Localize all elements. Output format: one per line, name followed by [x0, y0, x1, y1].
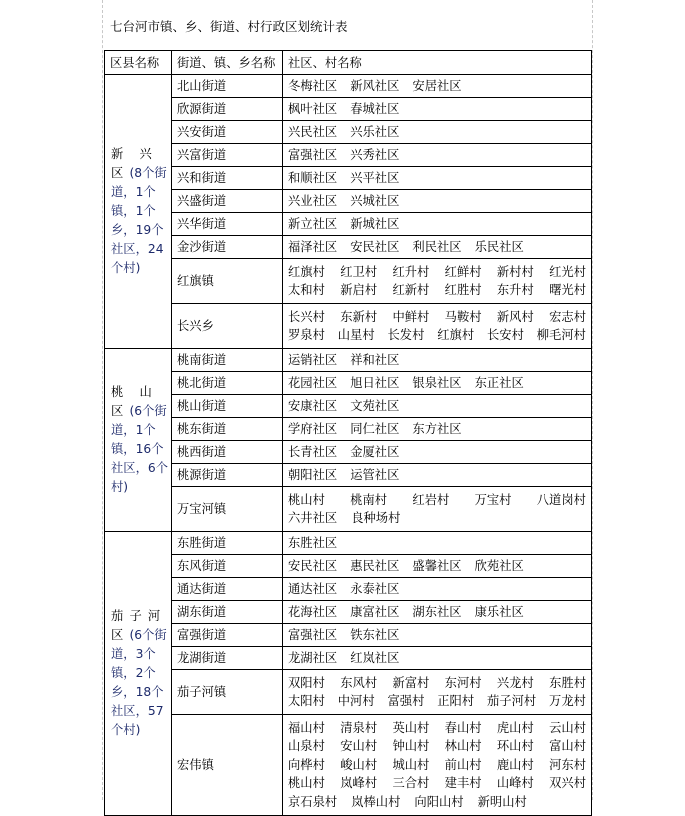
subdistrict-name: 龙湖街道 — [172, 647, 283, 670]
community-name: 兴乐社区 — [350, 125, 400, 139]
community-name: 山星村 — [337, 328, 375, 342]
community-name: 六井社区 — [288, 511, 338, 525]
community-name: 太阳村 — [288, 694, 325, 708]
community-name: 富强村 — [387, 694, 425, 708]
community-name: 春山村 — [444, 720, 482, 735]
community-name: 长安村 — [487, 328, 524, 342]
community-name: 桃山村 — [288, 492, 325, 507]
community-name: 新富村 — [392, 675, 430, 690]
community-name: 花园社区 — [288, 376, 338, 390]
community-cell — [283, 144, 592, 167]
community-name: 兴业社区 — [288, 194, 338, 208]
community-name: 文苑社区 — [350, 399, 400, 413]
community-name: 曙光村 — [549, 283, 586, 297]
table-row — [105, 395, 592, 418]
community-name: 福山村 — [288, 720, 325, 735]
community-name: 东正社区 — [474, 376, 524, 390]
district-name: 新 兴 区 — [111, 147, 158, 180]
community-name: 东风村 — [340, 675, 378, 690]
district-cell — [105, 532, 172, 816]
community-name: 兴民社区 — [288, 125, 338, 139]
community-name: 建丰村 — [444, 776, 482, 790]
community-line — [288, 509, 586, 528]
district-name: 茄子河区 — [111, 608, 167, 642]
community-line — [288, 601, 586, 623]
community-line — [288, 532, 586, 554]
community-name: 安居社区 — [412, 79, 462, 93]
table-row — [105, 670, 592, 715]
community-name: 东胜村 — [549, 675, 586, 690]
community-name: 长青社区 — [288, 445, 338, 459]
table-row — [105, 532, 592, 555]
community-name: 冬梅社区 — [288, 79, 338, 93]
table-row — [105, 441, 592, 464]
community-name: 宏志村 — [549, 309, 586, 324]
subdistrict-name: 兴盛街道 — [172, 190, 283, 213]
community-line — [288, 692, 586, 711]
community-name: 新启村 — [340, 283, 378, 297]
community-name: 红旗村 — [288, 264, 325, 279]
subdistrict-name: 红旗镇 — [172, 259, 283, 304]
table-row — [105, 75, 592, 98]
community-name: 双兴村 — [549, 776, 586, 790]
table-row — [105, 167, 592, 190]
community-name: 富山村 — [549, 739, 586, 753]
community-cell — [283, 304, 592, 349]
district-cell — [105, 349, 172, 532]
community-name: 春城社区 — [350, 102, 400, 116]
district-name: 桃 山 区 — [111, 385, 158, 418]
community-name: 通达社区 — [288, 582, 338, 596]
community-line — [288, 190, 586, 212]
community-line — [288, 98, 586, 120]
community-name: 中鲜村 — [392, 309, 430, 324]
community-line — [288, 418, 586, 440]
community-cell — [283, 190, 592, 213]
community-name: 龙湖社区 — [288, 651, 338, 665]
subdistrict-name: 欣源街道 — [172, 98, 283, 121]
community-name: 湖东社区 — [412, 605, 462, 619]
community-name: 正阳村 — [437, 694, 475, 708]
subdistrict-name: 万宝河镇 — [172, 487, 283, 532]
community-name: 安民社区 — [350, 240, 400, 254]
community-name: 乐民社区 — [474, 240, 524, 254]
table-row — [105, 624, 592, 647]
community-line — [288, 213, 586, 235]
community-name: 利民社区 — [412, 240, 462, 254]
table-row — [105, 555, 592, 578]
table-row — [105, 121, 592, 144]
community-line — [288, 719, 586, 738]
community-name: 学府社区 — [288, 422, 338, 436]
header-subdistrict: 街道、镇、乡名称 — [172, 51, 283, 75]
community-name: 桃山村 — [288, 776, 325, 790]
community-name: 红新村 — [392, 283, 430, 297]
community-cell — [283, 75, 592, 98]
community-line — [288, 624, 586, 646]
community-name: 兴城社区 — [350, 194, 400, 208]
district-summary: (6个街道，3个镇，2个乡，18个社区，57个村) — [111, 627, 167, 737]
community-name: 山泉村 — [288, 739, 325, 753]
community-cell — [283, 418, 592, 441]
community-name: 和顺社区 — [288, 171, 338, 185]
community-name: 东升村 — [496, 283, 534, 297]
community-name: 新风社区 — [350, 79, 400, 93]
community-name: 清泉村 — [340, 720, 378, 735]
community-cell — [283, 647, 592, 670]
community-line — [288, 167, 586, 189]
community-line — [288, 372, 586, 394]
subdistrict-name: 兴安街道 — [172, 121, 283, 144]
community-name: 红岩村 — [412, 492, 450, 507]
community-cell — [283, 349, 592, 372]
community-cell — [283, 624, 592, 647]
community-name: 安民社区 — [288, 559, 338, 573]
community-line — [288, 326, 586, 345]
community-name: 八道岗村 — [536, 492, 586, 507]
community-name: 京石泉村 — [288, 794, 338, 809]
community-cell — [283, 441, 592, 464]
table-row — [105, 349, 592, 372]
community-name: 花海社区 — [288, 605, 338, 619]
subdistrict-name: 桃南街道 — [172, 349, 283, 372]
community-name: 铁东社区 — [350, 628, 400, 642]
community-cell — [283, 578, 592, 601]
community-name: 环山村 — [496, 739, 534, 753]
community-cell — [283, 98, 592, 121]
community-line — [288, 395, 586, 417]
community-name: 三合村 — [392, 776, 430, 790]
subdistrict-name: 兴和街道 — [172, 167, 283, 190]
subdistrict-name: 桃源街道 — [172, 464, 283, 487]
community-line — [288, 464, 586, 486]
community-name: 前山村 — [444, 757, 482, 772]
community-name: 新风村 — [496, 309, 534, 324]
table-row — [105, 487, 592, 532]
community-cell — [283, 236, 592, 259]
community-name: 万龙村 — [549, 694, 586, 708]
subdistrict-name: 桃山街道 — [172, 395, 283, 418]
community-cell — [283, 259, 592, 304]
community-name: 新明山村 — [477, 794, 527, 809]
community-name: 永泰社区 — [350, 582, 400, 596]
community-name: 安山村 — [340, 739, 378, 753]
community-cell — [283, 395, 592, 418]
community-name: 红鲜村 — [444, 264, 482, 279]
table-row — [105, 601, 592, 624]
community-cell — [283, 167, 592, 190]
subdistrict-name: 兴华街道 — [172, 213, 283, 236]
district-cell — [105, 75, 172, 349]
community-name: 虎山村 — [496, 720, 534, 735]
community-line — [288, 737, 586, 756]
subdistrict-name: 兴富街道 — [172, 144, 283, 167]
table-row — [105, 98, 592, 121]
community-name: 盛馨社区 — [412, 559, 462, 573]
table-row — [105, 259, 592, 304]
table-row — [105, 372, 592, 395]
district-summary: (6个街道，1个镇，16个社区，6个村) — [111, 404, 169, 494]
community-cell — [283, 532, 592, 555]
community-name: 兴龙村 — [496, 675, 534, 690]
community-name: 兴平社区 — [350, 171, 400, 185]
community-line — [288, 555, 586, 577]
community-name: 祥和社区 — [350, 353, 400, 367]
community-name: 福泽社区 — [288, 240, 338, 254]
subdistrict-name: 湖东街道 — [172, 601, 283, 624]
community-name: 新城社区 — [350, 217, 400, 231]
community-name: 桃南村 — [350, 492, 388, 507]
community-line — [288, 236, 586, 258]
community-line — [288, 674, 586, 693]
subdistrict-name: 长兴乡 — [172, 304, 283, 349]
community-name: 红卫村 — [340, 264, 378, 279]
subdistrict-name: 宏伟镇 — [172, 715, 283, 816]
community-name: 向阳山村 — [414, 794, 464, 809]
community-line — [288, 756, 586, 775]
community-name: 茄子河村 — [487, 694, 537, 708]
community-line — [288, 144, 586, 166]
community-name: 山峰村 — [496, 776, 534, 790]
community-name: 岚峰村 — [340, 776, 378, 790]
header-community: 社区、村名称 — [283, 51, 592, 75]
community-line — [288, 121, 586, 143]
community-name: 欣苑社区 — [474, 559, 524, 573]
community-line — [288, 75, 586, 97]
community-name: 银泉社区 — [412, 376, 462, 390]
community-cell — [283, 555, 592, 578]
table-row — [105, 464, 592, 487]
community-name: 林山村 — [444, 739, 482, 753]
community-name: 新村村 — [496, 264, 534, 279]
subdistrict-name: 富强街道 — [172, 624, 283, 647]
community-line — [288, 578, 586, 600]
community-name: 长兴村 — [288, 309, 325, 324]
community-name: 红岚社区 — [350, 651, 400, 665]
community-name: 良种场村 — [351, 511, 401, 525]
community-name: 长发村 — [387, 328, 425, 342]
community-name: 柳毛河村 — [536, 328, 586, 342]
community-line — [288, 263, 586, 282]
subdistrict-name: 东胜街道 — [172, 532, 283, 555]
community-name: 东河村 — [444, 675, 482, 690]
community-name: 东方社区 — [412, 422, 462, 436]
community-line — [288, 491, 586, 510]
community-name: 河东村 — [549, 757, 586, 772]
table-header-row — [105, 51, 592, 75]
community-name: 同仁社区 — [350, 422, 400, 436]
subdistrict-name: 通达街道 — [172, 578, 283, 601]
community-name: 康富社区 — [350, 605, 400, 619]
community-name: 万宝村 — [474, 492, 512, 507]
community-name: 康乐社区 — [474, 605, 524, 619]
community-line — [288, 647, 586, 669]
community-line — [288, 281, 586, 300]
header-district: 区县名称 — [105, 51, 172, 75]
table-row — [105, 236, 592, 259]
community-name: 朝阳社区 — [288, 468, 338, 482]
community-name: 罗泉村 — [288, 328, 325, 342]
table-row — [105, 647, 592, 670]
community-line — [288, 441, 586, 463]
community-name: 城山村 — [392, 757, 430, 772]
document-page — [102, 0, 593, 809]
table-row — [105, 144, 592, 167]
community-name: 兴秀社区 — [350, 148, 400, 162]
community-name: 英山村 — [392, 720, 430, 735]
community-name: 枫叶社区 — [288, 102, 338, 116]
subdistrict-name: 桃西街道 — [172, 441, 283, 464]
community-name: 岚棒山村 — [351, 794, 401, 809]
community-line — [288, 793, 586, 812]
community-name: 中河村 — [337, 694, 375, 708]
community-name: 东新村 — [340, 309, 378, 324]
document-title: 七台河市镇、乡、街道、村行政区划统计表 — [110, 19, 348, 34]
table-row — [105, 304, 592, 349]
community-cell — [283, 372, 592, 395]
community-name: 惠民社区 — [350, 559, 400, 573]
community-line — [288, 774, 586, 793]
community-line — [288, 349, 586, 371]
table-row — [105, 418, 592, 441]
community-name: 东胜社区 — [288, 536, 338, 550]
table-row — [105, 213, 592, 236]
district-summary: (8个街道，1个镇，1个乡，19个社区，24个村) — [111, 166, 167, 275]
community-name: 富强社区 — [288, 148, 338, 162]
community-name: 红旗村 — [437, 328, 475, 342]
community-name: 运管社区 — [350, 468, 400, 482]
community-name: 富强社区 — [288, 628, 338, 642]
community-cell — [283, 487, 592, 532]
community-line — [288, 308, 586, 327]
community-cell — [283, 670, 592, 715]
table-row — [105, 190, 592, 213]
community-cell — [283, 601, 592, 624]
community-name: 安康社区 — [288, 399, 338, 413]
community-name: 红胜村 — [444, 283, 482, 297]
subdistrict-name: 桃北街道 — [172, 372, 283, 395]
community-name: 马鞍村 — [444, 309, 482, 324]
community-name: 红光村 — [549, 264, 586, 279]
community-name: 双阳村 — [288, 675, 325, 690]
community-name: 鹿山村 — [496, 757, 534, 772]
community-name: 峻山村 — [340, 757, 378, 772]
division-table — [104, 50, 592, 816]
subdistrict-name: 北山街道 — [172, 75, 283, 98]
community-name: 钟山村 — [392, 739, 430, 753]
community-name: 云山村 — [549, 720, 586, 735]
subdistrict-name: 桃东街道 — [172, 418, 283, 441]
subdistrict-name: 金沙街道 — [172, 236, 283, 259]
community-name: 红升村 — [392, 264, 430, 279]
subdistrict-name: 东风街道 — [172, 555, 283, 578]
community-name: 旭日社区 — [350, 376, 400, 390]
subdistrict-name: 茄子河镇 — [172, 670, 283, 715]
community-name: 向桦村 — [288, 757, 325, 772]
community-cell — [283, 464, 592, 487]
community-cell — [283, 213, 592, 236]
table-row — [105, 578, 592, 601]
community-name: 金厦社区 — [350, 445, 400, 459]
community-cell — [283, 121, 592, 144]
community-name: 太和村 — [288, 283, 325, 297]
community-name: 新立社区 — [288, 217, 338, 231]
community-name: 运销社区 — [288, 353, 338, 367]
